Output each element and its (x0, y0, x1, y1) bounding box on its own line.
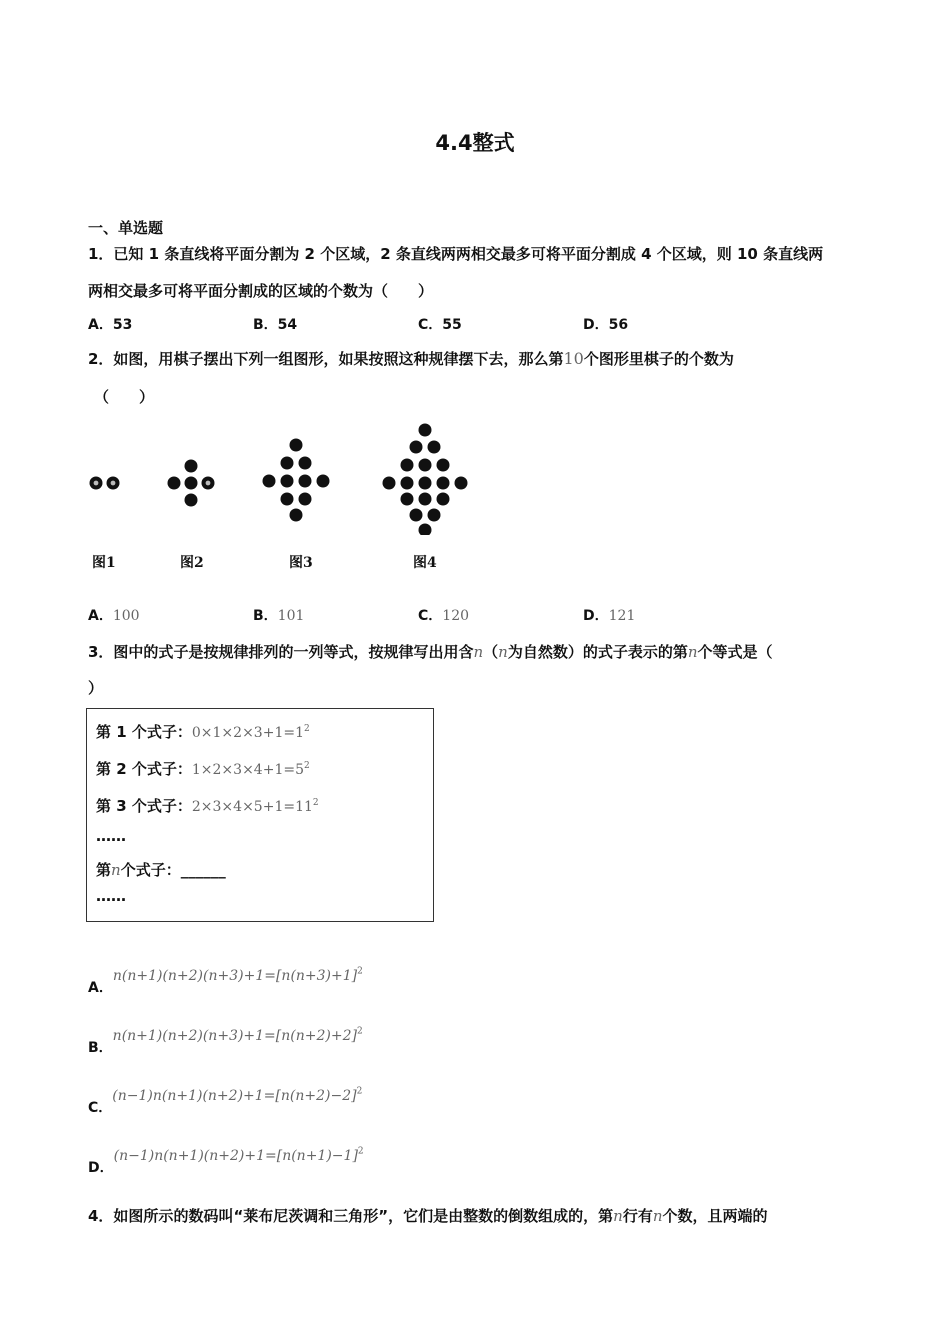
q2-option-a[interactable]: A．100 (88, 608, 140, 624)
q3-option-a[interactable]: A．$n(n+1)(n+2)(n+3)+1=[n(n+3)+1]^2$ (88, 966, 363, 996)
q3-equation-box (86, 708, 434, 922)
box-row-1: 第 1 个式子：$0\times 1\times 2\times 3+1=1^2$ (96, 723, 310, 741)
q2-math-10: 10 (563, 349, 584, 368)
q3-line1: 3．图中的式子是按规律排列的一列等式，按规律写出用含n（n为自然数）的式子表示的第n个等式是（ (88, 643, 773, 661)
q1-option-b[interactable]: B．54 (253, 317, 298, 333)
q3-option-b[interactable]: B．$n(n+1)(n+2)(n+3)+1=[n(n+2)+2]^2$ (88, 1026, 363, 1056)
figure-1-pieces (90, 477, 120, 490)
figure-4-pieces (383, 424, 468, 536)
q2-figure-pieces (80, 415, 490, 535)
q3-option-d[interactable]: D．$(n-1)n(n+1)(n+2)+1=[n(n+1)-1]^2$ (88, 1146, 364, 1176)
box-row-3: 第 3 个式子：$2\times 3\times 4\times 5+1=11^2$ (96, 797, 319, 815)
q2-option-b[interactable]: B．101 (253, 608, 305, 624)
box-dots-1: …… (96, 827, 126, 845)
figure-1-label: 图1 (92, 555, 116, 571)
q3-line2: ） (88, 679, 104, 697)
q1-option-c[interactable]: C．55 (418, 317, 462, 333)
figure-2-label: 图2 (180, 555, 204, 571)
q2-option-c[interactable]: C．120 (418, 608, 470, 624)
box-dots-2: …… (96, 887, 126, 905)
figure-3-label: 图3 (289, 555, 313, 571)
q1-line1: 1．已知 1 条直线将平面分割为 2 个区域，2 条直线两两相交最多可将平面分割成 4 个区域，则 10 条直线两 (88, 245, 824, 263)
figure-3-pieces (263, 439, 330, 522)
figure-4-label: 图4 (413, 555, 437, 571)
page-title: 4.4整式 (435, 131, 515, 155)
q2-option-d[interactable]: D．121 (583, 608, 636, 624)
q1-option-a[interactable]: A．53 (88, 317, 133, 333)
q3-option-c[interactable]: C．$(n-1)n(n+1)(n+2)+1=[n(n+2)-2]^2$ (88, 1086, 363, 1116)
box-row-2: 第 2 个式子：$1\times 2\times 3\times 4+1=5^2$ (96, 760, 310, 778)
q2-line2: （ ） (94, 388, 155, 406)
q1-line2: 两相交最多可将平面分割成的区域的个数为（ ） (88, 282, 434, 300)
q2-line1: 2．如图，用棋子摆出下列一组图形，如果按照这种规律摆下去，那么第10个图形里棋子的个数为 (88, 349, 734, 368)
q4-line1: 4．如图所示的数码叫“莱布尼茨调和三角形”，它们是由整数的倒数组成的，第n行有n个数，且两端的 (88, 1207, 768, 1225)
section-heading: 一、单选题 (88, 219, 164, 237)
figure-2-pieces (168, 460, 215, 507)
q1-option-d[interactable]: D．56 (583, 317, 629, 333)
box-row-n: 第n个式子：______ (96, 861, 226, 879)
